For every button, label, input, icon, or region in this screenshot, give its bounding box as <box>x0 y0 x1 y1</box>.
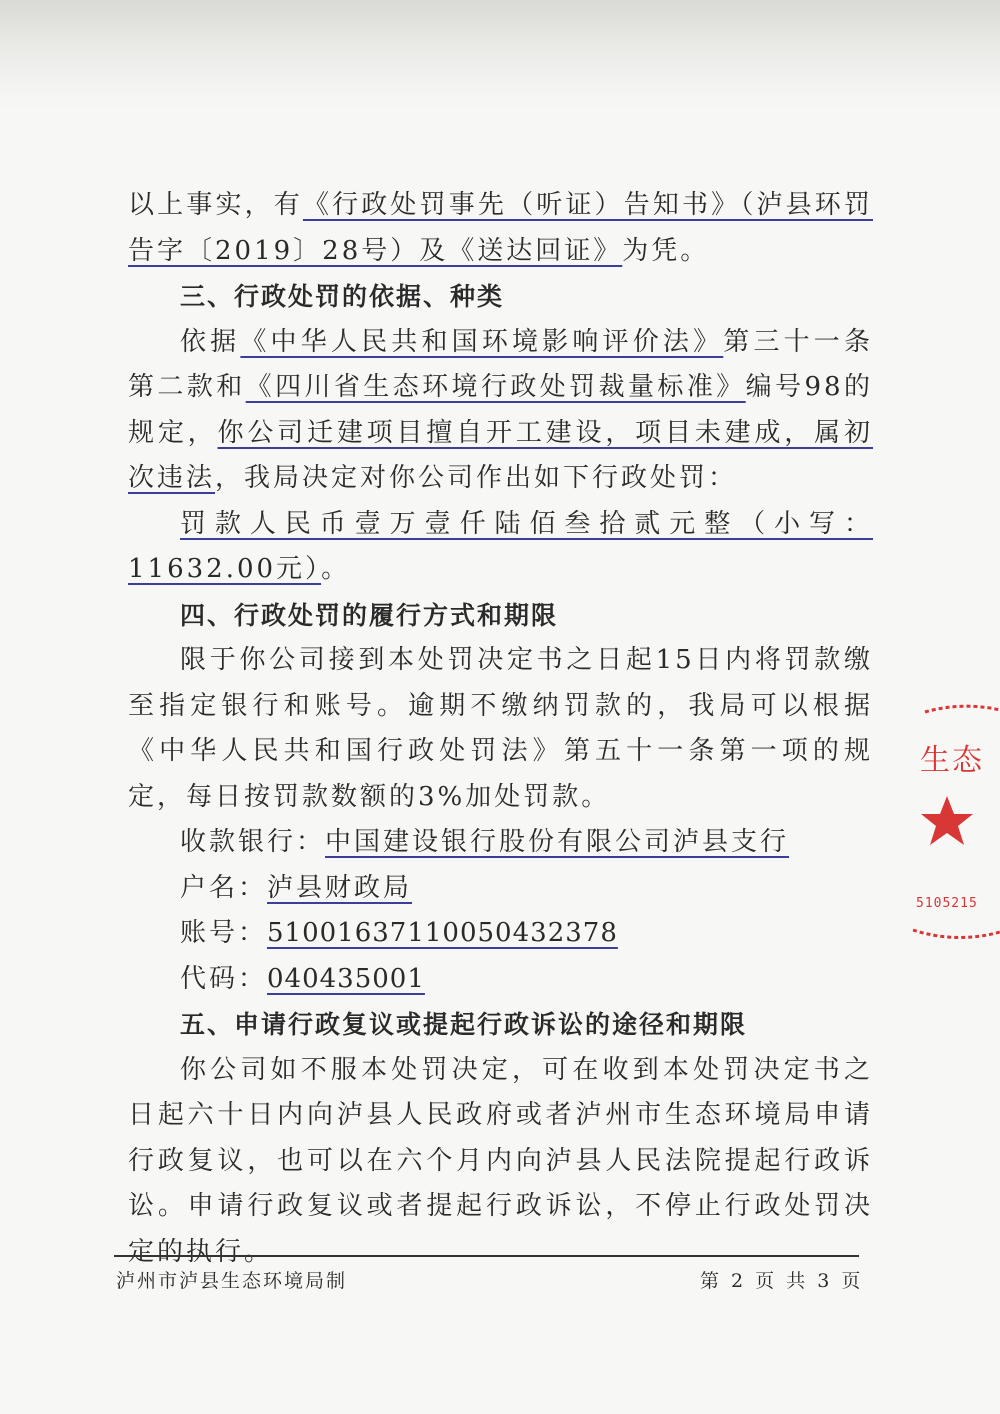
seal-text: 生态 <box>920 743 984 778</box>
bank-label: 收款银行： <box>180 827 326 857</box>
text: 。 <box>321 554 351 584</box>
underlined-law-2: 《四川省生态环境行政处罚裁量标准》 <box>245 372 746 402</box>
footer-divider <box>114 1255 859 1257</box>
paragraph-penalty <box>128 502 873 593</box>
document-body <box>128 183 873 1275</box>
text: 第三十一条第二款和 <box>128 326 873 402</box>
underlined-reference: 《行政处罚事先（听证）告知书》（泸县环罚告字〔2019〕28号）及《送达回证》 <box>128 190 873 266</box>
section-heading-4: 四、行政处罚的履行方式和期限 <box>180 600 559 630</box>
account-name-line <box>128 866 873 912</box>
bank-line <box>128 820 873 866</box>
footer-page-number: 第 2 页 共 3 页 <box>700 1270 864 1292</box>
scan-top-shadow <box>0 0 1000 110</box>
account-name-value: 泸县财政局 <box>267 872 413 903</box>
underlined-law-1: 《中华人民共和国环境影响评价法》 <box>240 326 724 357</box>
account-number-value: 51001637110050432378 <box>267 918 618 948</box>
code-label: 代码： <box>180 963 268 994</box>
text: 以上事实，有 <box>128 190 303 220</box>
seal-ring-top <box>925 706 1000 712</box>
account-name-label: 户名： <box>180 872 268 903</box>
section-heading-5: 五、申请行政复议或提起行政诉讼的途径和期限 <box>180 1010 748 1039</box>
code-value: 040435001 <box>267 963 425 994</box>
text: 编号98的规定， <box>128 372 873 448</box>
paragraph-appeal: 你公司如不服本处罚决定，可在收到本处罚决定书之日起六十日内向泸县人民政府或者泸州市生态环境局申请行政复议，也可以在六个月内向泸县人民法院提起行政诉讼。申请行政复议或者提起行政诉讼，不停止行政处罚决定的执行。 <box>128 1054 873 1267</box>
bank-value: 中国建设银行股份有限公司泸县支行 <box>325 827 790 857</box>
seal-ring-bottom <box>913 930 1000 937</box>
seal-star-icon <box>921 796 973 845</box>
paragraph-basis <box>128 320 873 502</box>
footer-issuer: 泸州市泸县生态环境局制 <box>116 1270 348 1292</box>
underlined-violation: 你公司迁建项目擅自开工建设，项目未建成，属初次违法 <box>128 417 873 493</box>
account-number-line <box>128 911 873 957</box>
text: ，我局决定对你公司作出如下行政处罚： <box>215 463 738 493</box>
text: 为凭。 <box>622 235 710 266</box>
account-number-label: 账号： <box>180 918 268 948</box>
paragraph-facts <box>128 183 873 274</box>
code-line <box>128 957 873 1003</box>
paragraph-payment-terms: 限于你公司接到本处罚决定书之日起15日内将罚款缴至指定银行和账号。逾期不缴纳罚款的，我局可以根据《中华人民共和国行政处罚法》第五十一条第一项的规定，每日按罚款数额的3%加处罚款。 <box>128 645 873 812</box>
seal-code: 5105215 <box>916 896 978 911</box>
text: 依据 <box>180 326 241 357</box>
section-heading-3: 三、行政处罚的依据、种类 <box>180 282 505 311</box>
underlined-penalty-amount: 罚款人民币壹万壹仟陆佰叁拾贰元整（小写：11632.00元） <box>128 508 873 584</box>
